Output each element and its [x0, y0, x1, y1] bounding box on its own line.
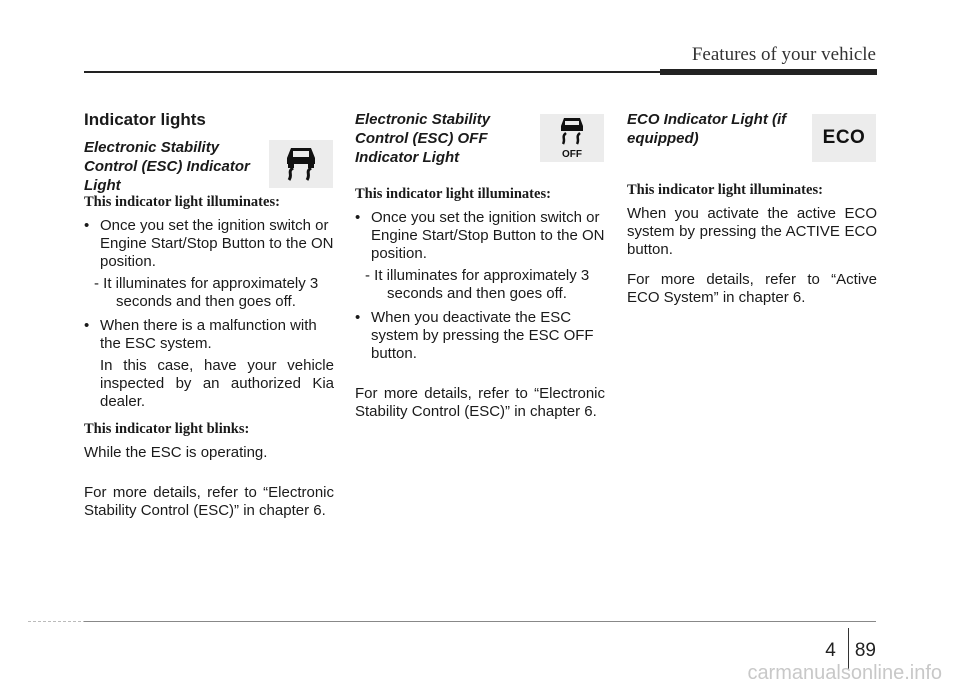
esc-off-icon	[540, 114, 604, 162]
esc-off-title: Electronic Stability Control (ESC) OFF Indicator Light	[355, 111, 491, 166]
eco-illuminates-head: This indicator light illuminates:	[627, 182, 823, 198]
esc-off-more-details: For more details, refer to “Electronic Stability Control (ESC)” in chapter 6.	[355, 385, 605, 420]
page-num: 89	[854, 640, 876, 661]
chapter-number: 4	[825, 640, 836, 661]
section-title: Indicator lights	[84, 110, 206, 129]
esc-illuminates-head: This indicator light illuminates:	[84, 194, 280, 210]
esc-title: Electronic Stability Control (ESC) Indicator Light	[84, 139, 250, 194]
eco-icon	[812, 114, 876, 162]
esc-off-bullet-2: • When you deactivate the ESC system by pressing the ESC OFF button.	[355, 309, 594, 362]
esc-bullet-2-cont: In this case, have your vehicle inspected by an authorized Kia dealer.	[100, 357, 334, 410]
esc-blinks-text: While the ESC is operating.	[84, 444, 268, 461]
esc-bullet-1-sub: - It illuminates for approximately 3 seconds and then goes off.	[94, 275, 319, 310]
eco-icon-label: ECO	[822, 127, 866, 148]
esc-bullet-2: • When there is a malfunction with the ESC system.	[84, 317, 317, 352]
header-rule	[84, 71, 660, 73]
eco-title: ECO Indicator Light (if equipped)	[627, 111, 787, 147]
eco-more-details: For more details, refer to “Active ECO System” in chapter 6.	[627, 271, 877, 306]
header-title: Features of your vehicle	[691, 44, 876, 65]
header-rule-accent	[660, 69, 877, 75]
esc-off-icon-label: OFF	[562, 149, 582, 160]
watermark: carmanualsonline.info	[747, 662, 942, 684]
esc-off-bullet-1: • Once you set the ignition switch or Engine Start/Stop Button to the ON position.	[355, 209, 605, 262]
esc-off-illuminates-head: This indicator light illuminates:	[355, 186, 551, 202]
eco-text: When you activate the active ECO system by pressing the ACTIVE ECO button.	[627, 205, 877, 258]
esc-skid-icon	[269, 140, 333, 188]
esc-bullet-1: • Once you set the ignition switch or Engine Start/Stop Button to the ON position.	[84, 217, 334, 270]
esc-more-details: For more details, refer to “Electronic Stability Control (ESC)” in chapter 6.	[84, 484, 334, 519]
footer-rule	[84, 621, 876, 622]
esc-blinks-head: This indicator light blinks:	[84, 421, 250, 437]
esc-off-bullet-1-sub: - It illuminates for approximately 3 seconds and then goes off.	[365, 267, 590, 302]
